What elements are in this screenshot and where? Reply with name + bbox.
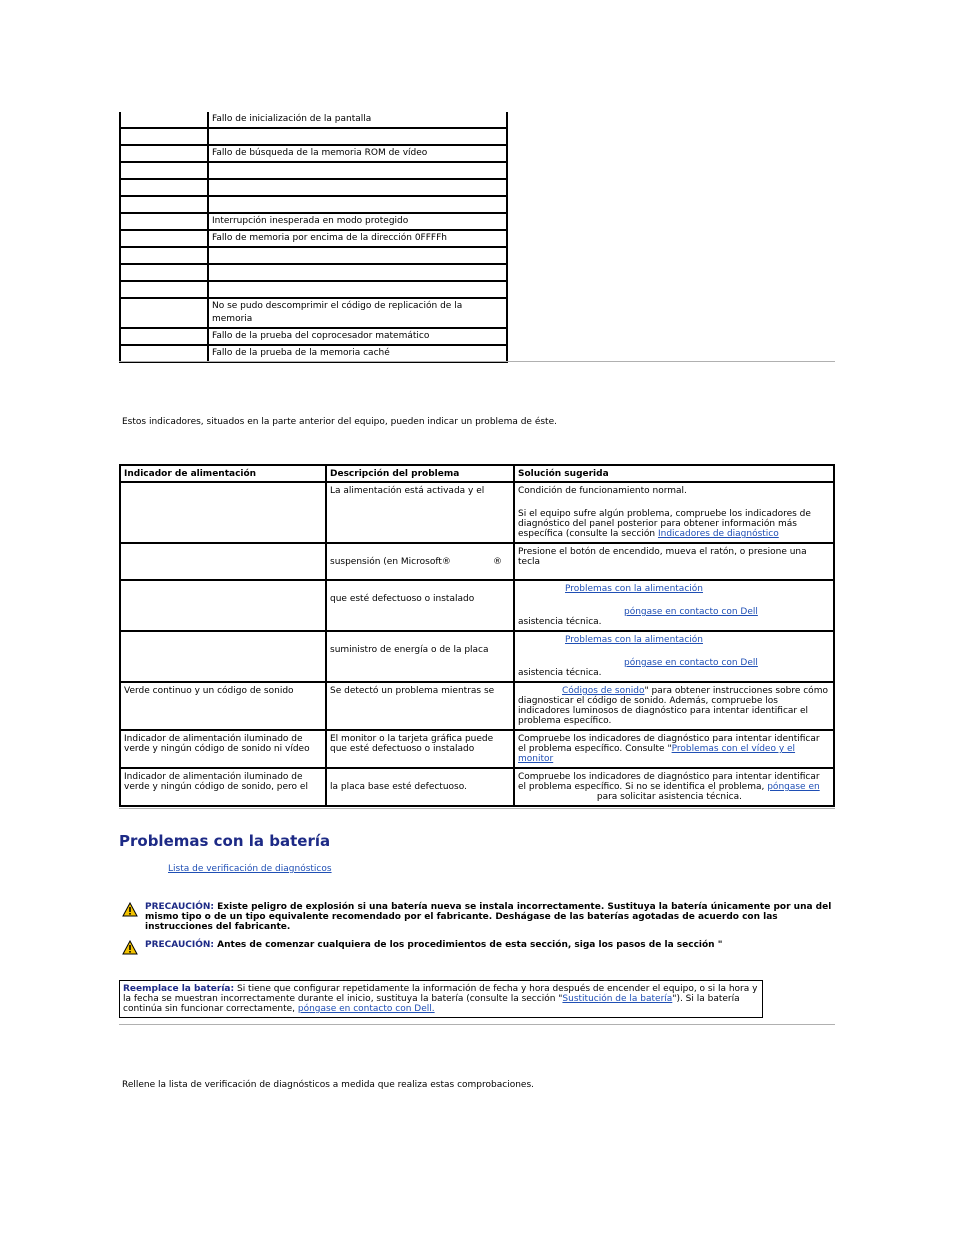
problem-cell: que esté defectuoso o instalado <box>326 580 514 631</box>
power-problems-link[interactable]: Problemas con la alimentación <box>565 584 703 594</box>
code-cell <box>120 230 208 247</box>
problem-cell: suspensión (en Microsoft® ® <box>326 543 514 580</box>
code-cell <box>120 196 208 213</box>
table-row <box>120 328 507 345</box>
contact-dell-link[interactable]: póngase en <box>767 782 820 792</box>
code-cell <box>120 128 208 145</box>
diagnostics-checklist-link[interactable]: Lista de verificación de diagnósticos <box>168 864 332 874</box>
solution-cell: Compruebe los indicadores de diagnóstico para intentar identificar el problema específico. Consulte "Problemas con el vídeo y el monitor <box>514 730 834 768</box>
description-cell <box>208 264 507 281</box>
code-cell <box>120 328 208 345</box>
caution-label: PRECAUCIÓN: <box>145 902 215 912</box>
beep-codes-link[interactable]: Códigos de sonido <box>562 686 645 696</box>
contact-dell-link[interactable]: póngase en contacto con Dell <box>624 607 758 617</box>
error-code-table <box>119 112 508 363</box>
code-cell <box>120 179 208 196</box>
table-row <box>120 179 507 196</box>
description-cell: Fallo de búsqueda de la memoria ROM de vídeo <box>208 145 507 162</box>
problem-cell: Se detectó un problema mientras se <box>326 682 514 730</box>
section-title: Problemas con la batería <box>119 832 331 850</box>
header-power-indicator: Indicador de alimentación <box>120 465 326 482</box>
table-row <box>120 730 834 768</box>
code-cell <box>120 345 208 362</box>
table-row <box>120 298 507 328</box>
power-problems-link[interactable]: Problemas con la alimentación <box>565 635 703 645</box>
table-row <box>120 145 507 162</box>
table-row <box>120 580 834 631</box>
before-you-begin-link[interactable] <box>145 951 271 960</box>
description-cell <box>208 281 507 298</box>
problem-cell: La alimentación está activada y el <box>326 482 514 543</box>
code-cell <box>120 281 208 298</box>
contact-dell-link[interactable]: póngase en contacto con Dell. <box>297 1004 435 1014</box>
description-cell: Interrupción inesperada en modo protegido <box>208 213 507 230</box>
caution-explosion: PRECAUCIÓN: Existe peligro de explosión si una batería nueva se instala incorrectamente. Sustituya la batería únicamente por una del mismo tipo o de un tipo equivalente recomendado por el fabricante. Deshágase de las baterías agotadas de acuerdo con las instrucciones del fabricante. <box>122 902 832 924</box>
warning-icon <box>122 902 138 917</box>
description-cell <box>208 179 507 196</box>
code-cell <box>120 298 208 328</box>
description-cell <box>208 162 507 179</box>
table-row <box>120 682 834 730</box>
table-row <box>120 264 507 281</box>
divider <box>119 1024 835 1025</box>
solution-cell: Condición de funcionamiento normal. Si el equipo sufre algún problema, compruebe los indicadores de diagnóstico del panel posterior para obtener información más específica (consulte la sección Indicadores de diagnóstico <box>514 482 834 543</box>
header-problem-description: Descripción del problema <box>326 465 514 482</box>
header-suggested-solution: Solución sugerida <box>514 465 834 482</box>
problem-cell: la placa base esté defectuoso. <box>326 768 514 806</box>
description-cell: Fallo de la prueba del coprocesador matemático <box>208 328 507 345</box>
warning-icon <box>122 940 138 955</box>
code-cell <box>120 213 208 230</box>
caution-before-starting: PRECAUCIÓN: Antes de comenzar cualquiera de los procedimientos de esta sección, siga los pasos de la sección " <box>122 940 832 954</box>
code-cell <box>120 145 208 162</box>
indicator-cell: Indicador de alimentación iluminado de verde y ningún código de sonido ni vídeo <box>120 730 326 768</box>
table-row <box>120 112 507 128</box>
indicator-cell: Verde continuo y un código de sonido <box>120 682 326 730</box>
solution-cell: Problemas con la alimentación póngase en contacto con Dell asistencia técnica. <box>514 631 834 682</box>
power-indicator-table <box>119 464 835 807</box>
diagnostic-lights-link[interactable]: Indicadores de diagnóstico <box>657 529 779 539</box>
video-monitor-problems-link[interactable]: Problemas con el vídeo y el monitor <box>518 744 796 764</box>
contact-dell-link[interactable]: póngase en contacto con Dell <box>624 658 758 668</box>
code-cell <box>120 264 208 281</box>
code-cell <box>120 112 208 128</box>
problem-cell: El monitor o la tarjeta gráfica puede que esté defectuoso o instalado <box>326 730 514 768</box>
description-cell: Fallo de memoria por encima de la dirección 0FFFFh <box>208 230 507 247</box>
table-row <box>120 247 507 264</box>
table-row <box>120 128 507 145</box>
power-intro-text: Estos indicadores, situados en la parte anterior del equipo, pueden indicar un problema de éste. <box>122 417 557 427</box>
solution-cell: Compruebe los indicadores de diagnóstico para intentar identificar el problema específico. Si no se identifica el problema, póngase en para solicitar asistencia técnica. <box>514 768 834 806</box>
problem-cell: suministro de energía o de la placa <box>326 631 514 682</box>
description-cell <box>208 196 507 213</box>
code-cell <box>120 162 208 179</box>
description-cell <box>208 247 507 264</box>
divider <box>119 361 835 362</box>
table-row <box>120 768 834 806</box>
code-cell <box>120 247 208 264</box>
table-row <box>120 281 507 298</box>
table-row <box>120 345 507 362</box>
table-row <box>120 631 834 682</box>
solution-cell: Problemas con la alimentación póngase en contacto con Dell asistencia técnica. <box>514 580 834 631</box>
table-row <box>120 213 507 230</box>
description-cell <box>208 128 507 145</box>
battery-replacement-link[interactable]: Sustitución de la batería <box>562 994 673 1004</box>
table-row <box>120 230 507 247</box>
contact-dell-link-continued[interactable] <box>518 793 594 802</box>
caution-label: PRECAUCIÓN: <box>145 940 215 950</box>
table-row <box>120 482 834 543</box>
solution-cell: Códigos de sonido" para obtener instrucciones sobre cómo diagnosticar el código de sonido. Además, compruebe los indicadores luminosos de diagnóstico para intentar identificar el problema específico. <box>514 682 834 730</box>
description-cell: Fallo de la prueba de la memoria caché <box>208 345 507 362</box>
table-row <box>120 162 507 179</box>
replace-battery-note: Reemplace la batería: Si tiene que configurar repetidamente la información de fecha y hora después de encender el equipo, o si la hora y la fecha se muestran incorrectamente durante el inicio, sustituya la batería (consulte la sección "Sustitución de la batería"). Si la batería continúa sin funcionar correctamente, póngase en contacto con Dell. <box>119 980 763 1018</box>
note-label: Reemplace la batería: <box>123 984 235 994</box>
description-cell: Fallo de inicialización de la pantalla <box>208 112 507 128</box>
indicator-cell: Indicador de alimentación iluminado de verde y ningún código de sonido, pero el <box>120 768 326 806</box>
table-row <box>120 543 834 580</box>
description-cell: No se pudo descomprimir el código de replicación de la memoria <box>208 298 507 328</box>
table-row <box>120 196 507 213</box>
divider <box>119 808 835 809</box>
solution-cell: Presione el botón de encendido, mueva el ratón, o presione una tecla <box>514 543 834 580</box>
checklist-instruction-text: Rellene la lista de verificación de diagnósticos a medida que realiza estas comprobaciones. <box>122 1080 535 1090</box>
